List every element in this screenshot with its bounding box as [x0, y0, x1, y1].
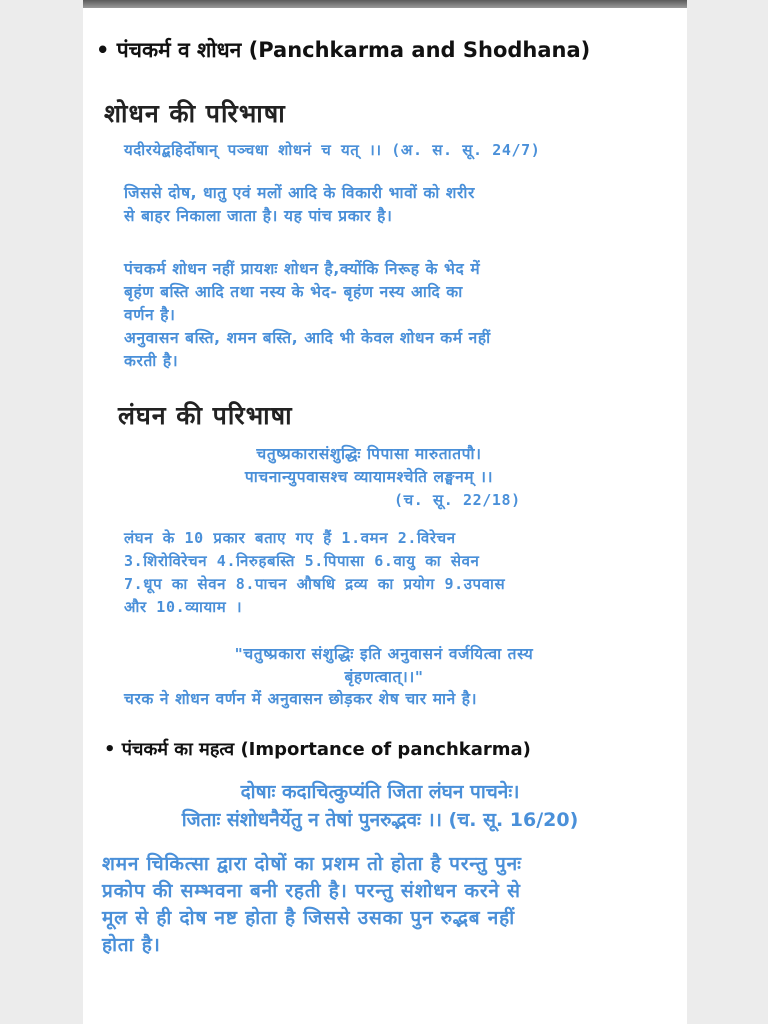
- shodhana-para1: [124, 182, 475, 228]
- charak-statement: चरक ने शोधन वर्णन में अनुवासन छोड़कर शेष चार माने है।: [124, 690, 478, 708]
- langhana-heading: लंघन की परिभाषा: [118, 401, 293, 430]
- text-line: प्रकोप की सम्भवना बनी रहती है। परन्तु संशोधन करने से: [102, 880, 521, 902]
- title-hindi: पंचकर्म व शोधन: [116, 38, 242, 62]
- shodhana-para2: [124, 258, 491, 373]
- importance-title-english: (Importance of panchkarma): [240, 739, 531, 760]
- shloka-reference: (च. सू. 22/18): [394, 491, 521, 509]
- shloka-line: पाचनान्युपवासश्च व्यायामश्चेति लङ्घनम् ।।: [244, 468, 494, 486]
- importance-paragraph: [102, 851, 522, 959]
- top-shadow-bar: [83, 0, 687, 8]
- shloka-line: जिताः संशोधनैर्येतु न तेषां पुनरुद्भवः ।। (च. सू. 16/20): [181, 809, 579, 831]
- text-line: मूल से ही दोष नष्ट होता है जिससे उसका पुन रुद्भब नहीं: [102, 907, 515, 929]
- importance-title-hindi: पंचकर्म का महत्व: [121, 739, 235, 760]
- langhana-shloka: [124, 443, 654, 512]
- text-line: 7.धूप का सेवन 8.पाचन औषधि द्रव्य का प्रयोग 9.उपवास: [124, 575, 506, 593]
- text-line: पंचकर्म शोधन नहीं प्रायशः शोधन है,क्योंकि निरूह के भेद में: [124, 260, 481, 278]
- text-line: और 10.व्यायाम ।: [124, 598, 243, 616]
- text-line: करती है।: [124, 352, 179, 370]
- shloka-line: चतुष्प्रकारासंशुद्धिः पिपासा मारुतातपौ।: [256, 445, 482, 463]
- text-line: 3.शिरोविरेचन 4.निरुहबस्ति 5.पिपासा 6.वायु का सेवन: [124, 552, 480, 570]
- text-line: अनुवासन बस्ति, शमन बस्ति, आदि भी केवल शोधन कर्म नहीं: [124, 329, 491, 347]
- text-line: शमन चिकित्सा द्वारा दोषों का प्रशम तो होता है परन्तु पुनः: [102, 853, 522, 875]
- text-line: लंघन के 10 प्रकार बताए गए हैं 1.वमन 2.विरेचन: [124, 529, 456, 547]
- quote-line: "चतुष्प्रकारा संशुद्धिः इति अनुवासनं वर्जयित्वा तस्य: [234, 645, 534, 663]
- text-line: वर्णन है।: [124, 306, 176, 324]
- text-line: बृहंण बस्ति आदि तथा नस्य के भेद- बृहंण नस्य आदि का: [124, 283, 463, 301]
- quote-line: बृंहणत्वात्।।": [344, 668, 424, 686]
- shodhana-heading: शोधन की परिभाषा: [104, 99, 286, 128]
- langhana-quote: [124, 643, 654, 689]
- title-bullet: •: [96, 38, 110, 62]
- title-english: (Panchkarma and Shodhana): [248, 38, 591, 62]
- text-line: होता है।: [102, 934, 161, 956]
- shodhana-shloka: यदीरयेद्बहिर्दोषान् पञ्चधा शोधनं च यत् ।। (अ. स. सू. 24/7): [124, 141, 541, 159]
- importance-shloka: [120, 778, 640, 834]
- text-line: से बाहर निकाला जाता है। यह पांच प्रकार है।: [124, 207, 393, 225]
- importance-title: [104, 737, 531, 761]
- langhana-types: [124, 527, 505, 619]
- importance-bullet: •: [104, 739, 116, 760]
- main-title: [96, 36, 590, 64]
- text-line: जिससे दोष, धातु एवं मलों आदि के विकारी भावों को शरीर: [124, 184, 475, 202]
- shloka-line: दोषाः कदाचित्कुप्यंति जिता लंघन पाचनेः।: [240, 781, 520, 803]
